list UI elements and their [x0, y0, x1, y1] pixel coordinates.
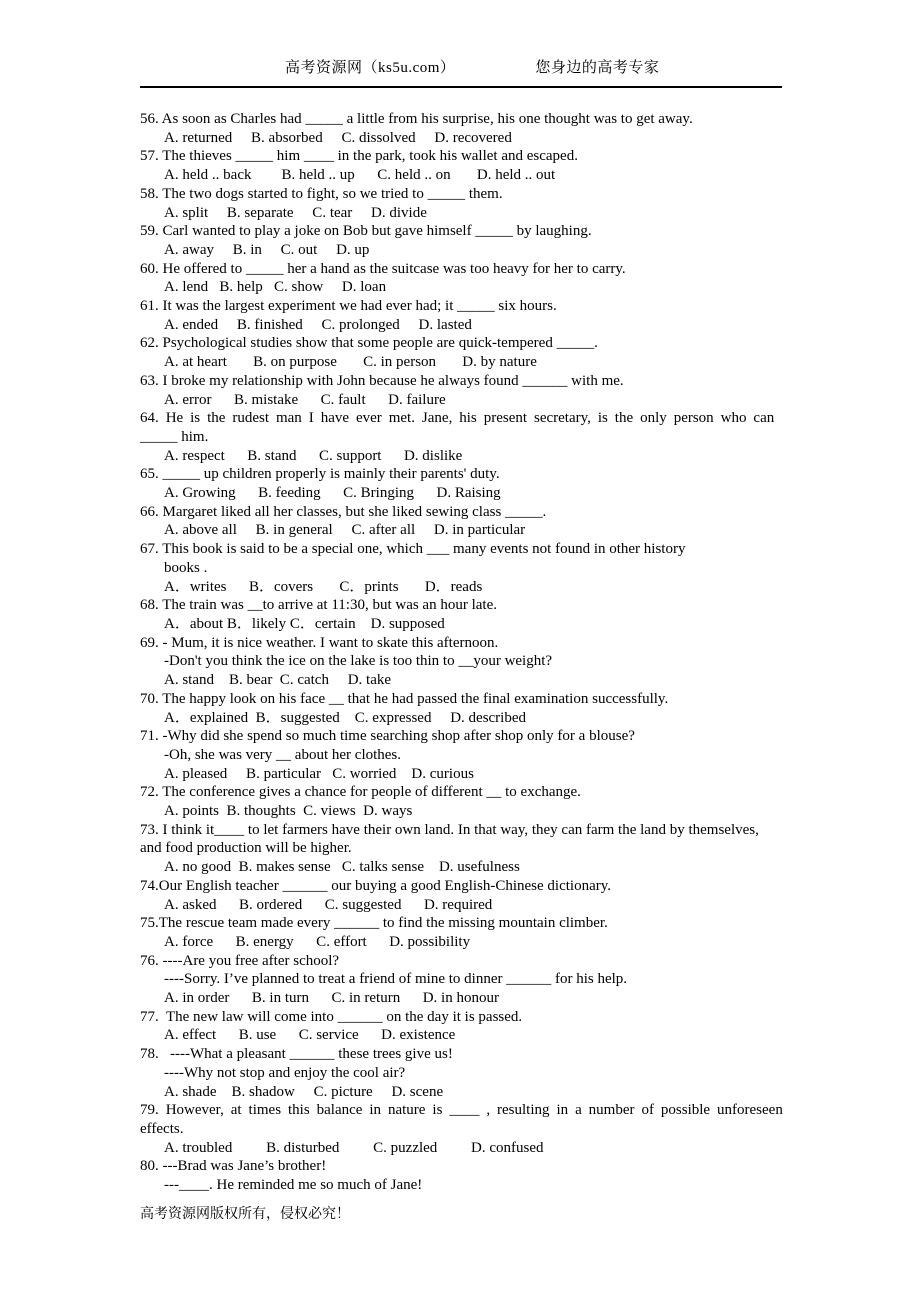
- question-stem-line: 65. _____ up children properly is mainly their parents' duty.: [140, 466, 500, 483]
- question-63: [140, 372, 840, 409]
- question-70: [140, 690, 840, 727]
- site-name: 高考资源网（ks5u.com）: [285, 60, 456, 76]
- options-line: A. asked B. ordered C. suggested D. required: [164, 896, 493, 913]
- question-68: [140, 596, 840, 633]
- options-line: A. error B. mistake C. fault D. failure: [164, 391, 446, 408]
- options-line: A．writes B．covers C．prints D．reads: [164, 578, 483, 595]
- question-stem-line: 69. - Mum, it is nice weather. I want to skate this afternoon.: [140, 634, 499, 651]
- question-stem-line: 64. He is the rudest man I have ever met. Jane, his present secretary, is the only person who can: [140, 410, 775, 427]
- options-line: A．about B．likely C．certain D. supposed: [164, 615, 445, 632]
- options-line: A. at heart B. on purpose C. in person D. by nature: [164, 354, 537, 371]
- page-footer: [140, 1206, 350, 1224]
- options-line: A. stand B. bear C. catch D. take: [164, 672, 392, 689]
- question-continuation-line: _____ him.: [140, 428, 209, 445]
- question-79: [140, 1101, 840, 1157]
- question-continuation-line: books .: [164, 559, 208, 576]
- question-continuation-line: -Don't you think the ice on the lake is too thin to __your weight?: [164, 653, 553, 670]
- question-stem-line: 60. He offered to _____ her a hand as the suitcase was too heavy for her to carry.: [140, 260, 626, 277]
- options-line: A. in order B. in turn C. in return D. in honour: [164, 990, 499, 1007]
- options-line: A．explained B．suggested C. expressed D. described: [164, 709, 527, 726]
- question-continuation-line: effects.: [140, 1120, 184, 1137]
- question-61: [140, 297, 840, 334]
- options-line: A. lend B. help C. show D. loan: [164, 279, 387, 296]
- options-line: A. effect B. use C. service D. existence: [164, 1027, 456, 1044]
- question-stem-line: 67. This book is said to be a special one, which ___ many events not found in other history: [140, 541, 686, 558]
- question-58: [140, 185, 840, 222]
- options-line: A. above all B. in general C. after all D. in particular: [164, 522, 526, 539]
- options-line: A. shade B. shadow C. picture D. scene: [164, 1083, 444, 1100]
- question-78: [140, 1045, 840, 1101]
- question-stem-line: 68. The train was __to arrive at 11:30, but was an hour late.: [140, 597, 497, 614]
- options-line: A. returned B. absorbed C. dissolved D. recovered: [164, 129, 512, 146]
- question-stem-line: 74.Our English teacher ______ our buying a good English-Chinese dictionary.: [140, 877, 612, 894]
- question-continuation-line: ----Why not stop and enjoy the cool air?: [164, 1064, 406, 1081]
- options-line: A. ended B. finished C. prolonged D. lasted: [164, 316, 472, 333]
- options-line: A. points B. thoughts C. views D. ways: [164, 803, 413, 820]
- question-stem-line: 78. ----What a pleasant ______ these trees give us!: [140, 1046, 453, 1063]
- options-line: A. troubled B. disturbed C. puzzled D. confused: [164, 1139, 544, 1156]
- question-stem-line: 66. Margaret liked all her classes, but she liked sewing class _____.: [140, 503, 547, 520]
- question-stem-line: 58. The two dogs started to fight, so we tried to _____ them.: [140, 185, 503, 202]
- options-line: A. respect B. stand C. support D. dislike: [164, 447, 463, 464]
- question-continuation-line: ----Sorry. I’ve planned to treat a friend of mine to dinner ______ for his help.: [164, 971, 628, 988]
- question-60: [140, 260, 840, 297]
- question-stem-line: 79. However, at times this balance in nature is ____ , resulting in a number of possible unforeseen: [140, 1102, 783, 1119]
- question-stem-line: 72. The conference gives a chance for people of different __ to exchange.: [140, 784, 581, 801]
- question-continuation-line: -Oh, she was very __ about her clothes.: [164, 746, 402, 763]
- options-line: A. pleased B. particular C. worried D. curious: [164, 765, 474, 782]
- question-76: [140, 952, 840, 1008]
- question-stem-line: 70. The happy look on his face __ that he had passed the final examination successfully.: [140, 690, 669, 707]
- question-stem-line: 76. ----Are you free after school?: [140, 952, 340, 969]
- question-stem-line: 63. I broke my relationship with John because he always found ______ with me.: [140, 372, 624, 389]
- copyright-text: 高考资源网版权所有，侵权必究！: [140, 1207, 350, 1222]
- question-continuation-line: and food production will be higher.: [140, 840, 352, 857]
- question-stem-line: 73. I think it____ to let farmers have their own land. In that way, they can farm the land by themselves,: [140, 821, 759, 838]
- question-62: [140, 334, 840, 371]
- question-stem-line: 80. ---Brad was Jane’s brother!: [140, 1158, 327, 1175]
- question-74: [140, 877, 840, 914]
- question-65: [140, 465, 840, 502]
- question-stem-line: 75.The rescue team made every ______ to find the missing mountain climber.: [140, 915, 608, 932]
- question-72: [140, 783, 840, 820]
- question-continuation-line: ---____. He reminded me so much of Jane!: [164, 1177, 423, 1194]
- question-stem-line: 71. -Why did she spend so much time searching shop after shop only for a blouse?: [140, 728, 635, 745]
- question-64: [140, 409, 840, 465]
- question-stem-line: 61. It was the largest experiment we had ever had; it _____ six hours.: [140, 298, 557, 315]
- question-stem-line: 59. Carl wanted to play a joke on Bob but gave himself _____ by laughing.: [140, 223, 592, 240]
- question-69: [140, 634, 840, 690]
- page-header: [140, 58, 782, 88]
- site-tagline: 您身边的高考专家: [535, 60, 660, 76]
- options-line: A. away B. in C. out D. up: [164, 241, 370, 258]
- question-stem-line: 57. The thieves _____ him ____ in the park, took his wallet and escaped.: [140, 148, 578, 165]
- options-line: A. force B. energy C. effort D. possibility: [164, 933, 471, 950]
- question-66: [140, 503, 840, 540]
- question-56: [140, 110, 840, 147]
- question-stem-line: 77. The new law will come into ______ on the day it is passed.: [140, 1008, 523, 1025]
- options-line: A. held .. back B. held .. up C. held .. on D. held .. out: [164, 167, 556, 184]
- question-80: [140, 1157, 840, 1194]
- options-line: A. no good B. makes sense C. talks sense D. usefulness: [164, 859, 520, 876]
- options-line: A. split B. separate C. tear D. divide: [164, 204, 427, 221]
- question-75: [140, 914, 840, 951]
- options-line: A. Growing B. feeding C. Bringing D. Raising: [164, 485, 501, 502]
- question-stem-line: 62. Psychological studies show that some people are quick-tempered _____.: [140, 335, 598, 352]
- question-71: [140, 727, 840, 783]
- question-57: [140, 147, 840, 184]
- question-59: [140, 222, 840, 259]
- question-stem-line: 56. As soon as Charles had _____ a little from his surprise, his one thought was to get away.: [140, 111, 693, 127]
- question-73: [140, 821, 840, 877]
- question-67: [140, 540, 840, 596]
- question-list: [140, 110, 840, 1195]
- question-77: [140, 1008, 840, 1045]
